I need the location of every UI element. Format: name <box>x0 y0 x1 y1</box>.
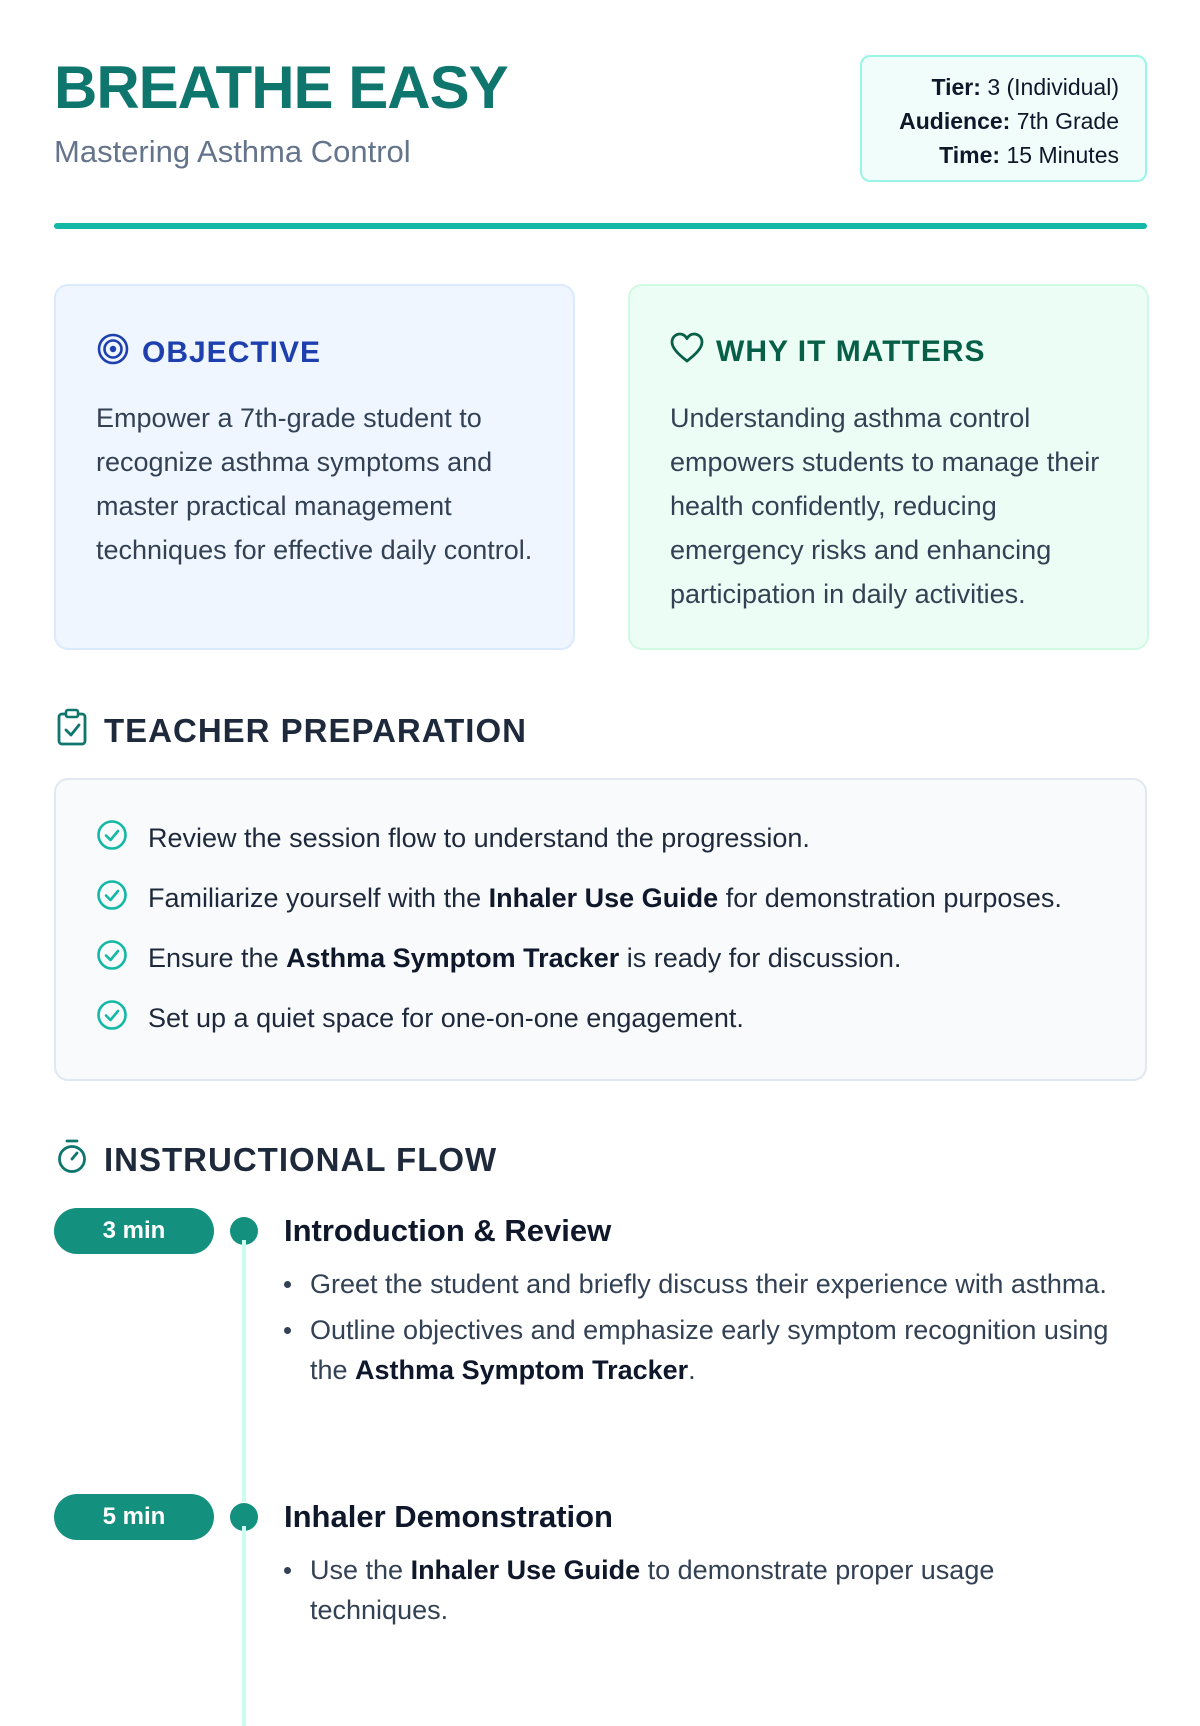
check-circle-icon <box>96 819 128 858</box>
step-bullets <box>310 1264 1130 1396</box>
stopwatch-icon <box>56 1138 88 1182</box>
instructional-flow-heading <box>56 1138 497 1182</box>
meta-audience-value: 7th Grade <box>1016 108 1119 134</box>
step-duration-badge: 5 min <box>54 1494 214 1540</box>
header-divider <box>54 223 1147 229</box>
prep-item <box>96 808 1105 868</box>
meta-time <box>862 138 1119 172</box>
target-icon <box>96 332 130 374</box>
prep-item-text: Ensure the Asthma Symptom Tracker is ready for discussion. <box>148 942 902 973</box>
check-circle-icon <box>96 879 128 918</box>
prep-item-text: Set up a quiet space for one-on-one engagement. <box>148 1002 744 1033</box>
meta-tier-value: 3 (Individual) <box>987 74 1119 100</box>
why-it-matters-card <box>628 284 1149 650</box>
meta-audience <box>862 104 1119 138</box>
timeline-line <box>242 1526 246 1726</box>
clipboard-check-icon <box>56 708 88 754</box>
page-subtitle: Mastering Asthma Control <box>54 134 411 169</box>
meta-time-label: Time: <box>939 142 1001 168</box>
teacher-preparation-heading-text: TEACHER PREPARATION <box>104 712 527 749</box>
session-meta-box <box>860 55 1147 182</box>
objective-heading <box>96 332 321 374</box>
prep-item-text: Review the session flow to understand the progression. <box>148 822 810 853</box>
why-heading <box>670 332 986 372</box>
check-circle-icon <box>96 999 128 1038</box>
prep-item <box>96 868 1105 928</box>
step-bullets <box>310 1550 1130 1636</box>
meta-audience-label: Audience: <box>899 108 1011 134</box>
step-bullet: Greet the student and briefly discuss their experience with asthma. <box>310 1264 1130 1304</box>
meta-tier-label: Tier: <box>931 74 981 100</box>
prep-item-text: Familiarize yourself with the Inhaler Use Guide for demonstration purposes. <box>148 882 1062 913</box>
page-title: BREATHE EASY <box>54 54 508 121</box>
meta-tier <box>862 70 1119 104</box>
step-title: Introduction & Review <box>284 1213 612 1248</box>
objective-card <box>54 284 575 650</box>
timeline-line <box>242 1240 246 1502</box>
why-heading-text: WHY IT MATTERS <box>716 335 986 368</box>
step-bullet: Outline objectives and emphasize early symptom recognition using the Asthma Symptom Tracker. <box>310 1310 1130 1390</box>
why-text: Understanding asthma control empowers students to manage their health confidently, reducing emergency risks and enhancing participation in daily activities. <box>670 403 1100 609</box>
objective-text: Empower a 7th-grade student to recognize asthma symptoms and master practical management techniques for effective daily control. <box>96 403 533 565</box>
header <box>54 52 1147 192</box>
step-duration-badge: 3 min <box>54 1208 214 1254</box>
instructional-flow-heading-text: INSTRUCTIONAL FLOW <box>104 1141 498 1178</box>
heart-icon <box>670 332 704 372</box>
teacher-preparation-heading <box>56 708 527 754</box>
prep-item <box>96 928 1105 988</box>
objective-heading-text: OBJECTIVE <box>142 336 322 369</box>
step-bullet: Use the Inhaler Use Guide to demonstrate proper usage techniques. <box>310 1550 1130 1630</box>
check-circle-icon <box>96 939 128 978</box>
meta-time-value: 15 Minutes <box>1006 142 1119 168</box>
step-title: Inhaler Demonstration <box>284 1499 613 1534</box>
teacher-preparation-list <box>54 778 1147 1081</box>
prep-item <box>96 988 1105 1048</box>
